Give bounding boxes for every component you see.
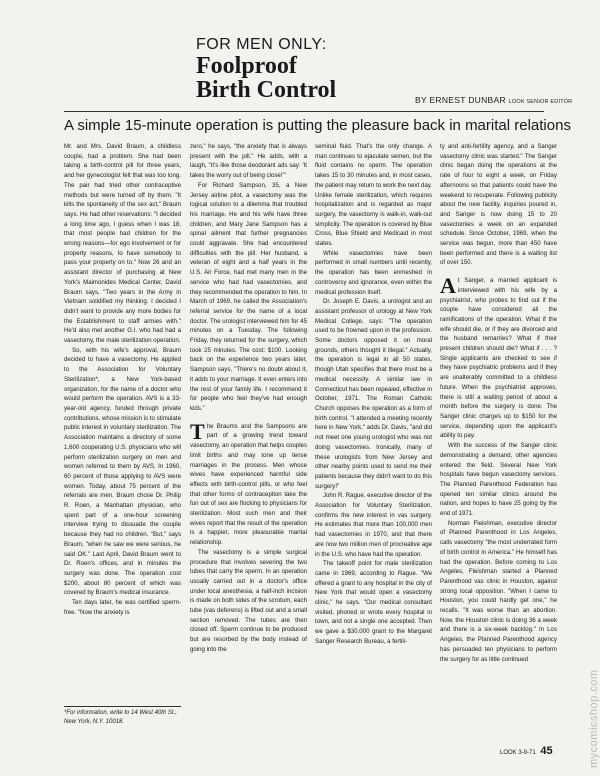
article-deck: A simple 15-minute operation is putting the pleasure back in marital relations	[64, 117, 571, 134]
paragraph-text: he Braums and the Sampsons are part of a growing trend toward vasectomy, an operation that helps couples limit births and may tone up tense marriages in the process. Men whose wives have experienced harmful side effects with birth-control pills, or who feel that other forms of contraception take the fun out of sex are flocking to physicians for sterilization. Most such men and their wives report that the result of the operation is a happier, more pleasurable marital relationship.	[190, 422, 307, 547]
paragraph: While vasectomies have been performed in small numbers until recently, the operation has been enmeshed in controversy and ignorance, even within the medical profession itself.	[315, 249, 432, 296]
paragraph-text: t Sanger, a married applicant is interviewed with his wife by a psychiatrist, who probes to find out if the couple have considered all the ramifications of the operation. What if the wife should die, or if they are divorced and the husband remarries? What if their present children should die? What if . . . ? Single applicants are checked to see if they have psychiatric problems and if they are unalterably committed to a childless future. When the psychiatrist approves, there is still a waiting period of about a month before the surgery is done. The Sanger clinic charges up to $150 for the service, depending upon the applicant's ability to pay.	[440, 277, 557, 440]
drop-cap: T	[190, 418, 205, 444]
watermark	[576, 640, 600, 770]
section-spacer	[440, 268, 557, 276]
byline-author: BY ERNEST DUNBAR	[415, 95, 506, 105]
page-number: 45	[540, 745, 553, 757]
text-column-4	[440, 142, 557, 664]
text-column-3	[315, 142, 432, 647]
paragraph: Norman Fleishman, executive director of Planned Parenthood in Los Angeles, calls vasectomy "the most underrated form of birth control in America." He himself has had the operation. Before coming to Los Angeles, Fleishman started a Planned Parenthood vas clinic in Houston, against strong local opposition. "When I came to Houston, you could hardly get one," he recalls. "It was worse than an abortion. Now, the Houston clinic is doing 36 a week and there is a six-week backlog." In Los Angeles, the Planned Parenthood agency has persuaded ten physicians to perform the surgery for as little continued	[440, 519, 557, 663]
title-line-1: Foolproof	[196, 53, 297, 79]
section-spacer	[190, 414, 307, 422]
paragraph: For Richard Sampson, 35, a New Jersey airline pilot, a vasectomy was the logical solution to a dilemma that troubled his marriage. He and his wife have three children, and Mary Jane Sampson has a spinal ailment that further pregnancies could aggravate. She had encountered difficulties with the pill. Her husband, a veteran of eight and a half years in the U.S. Air Force, had met many men in the service who had had vasectomies, and they recommended the operation to him. In March of 1969, he called the Association's referral service for the name of a local doctor. The urologist interviewed him for 45 minutes on a Tuesday. The following Friday, they returned for the surgery, which took 25 minutes. The cost: $100. Looking back on the experience two years later, Sampson says, "There's no doubt about it, it adds to your marriage. It even enters into the rest of your family life. I recommend it for people who feel they've had enough kids."	[190, 181, 307, 412]
footnote: *For information, write to 14 West 40th St., New York, N.Y. 10018.	[64, 710, 177, 725]
watermark-text: mycomicshop.com	[588, 669, 600, 768]
paragraph-with-dropcap	[190, 418, 307, 548]
article-title	[196, 54, 336, 102]
header-rule	[64, 111, 544, 112]
paragraph: With the success of the Sanger clinic demonstrating a demand, other agencies entered the field. Several New York hospitals have begun vasectomy services. The Planned Parenthood Federation has opened ten similar clinics around the nation, and hopes to have 25 going by the end of 1971.	[440, 442, 557, 518]
footnote-rule	[64, 706, 181, 707]
title-line-2: Birth Control	[196, 77, 337, 103]
paragraph: So, with his wife's approval, Braum decided to have a vasectomy. He applied to the Association for Voluntary Sterilization*, a New York-based organization, for the name of a doctor who would perform the operation. AVS is a 33-year-old agency, funded through private contributions, whose mission is to stimulate public interest in voluntary sterilization. The Association maintains a directory of some 1,600 cooperating U.S. physicians who will perform sterilization surgery on men and women referred to them by AVS. In 1960, 60 percent of those applying to AVS were women. Today, about 75 percent of the referrals are men. Braum chose Dr. Philip R. Roen, a Manhattan physician, who spent part of a one-hour screening interview trying to dissuade the couple because they had no children. "But," says Braum, "when he saw we were serious, he said OK." Last April, David Braum went to Dr. Roen's offices, and in minutes the surgery was done. The operation cost $200, about 80 percent of which was covered by Braum's medical insurance.	[64, 346, 181, 597]
byline-role: LOOK SENIOR EDITOR	[508, 99, 573, 105]
paragraph-with-dropcap	[440, 273, 557, 441]
paragraph: The takeoff point for male sterilization came in 1969, according to Rague. "We offered a grant to any hospital in the city of New York that would open a vasectomy clinic," he says. "Our medical consultant visited, phoned or wrote every hospital in town, and not a single one accepted. Then we gave a $30,000 grant to the Margaret Sanger Research Bureau, a fertili-	[315, 560, 432, 645]
paragraph: Dr. Joseph E. Davis, a urologist and an assistant professor of urology at New York Medical College, says: "The operation used to be frowned upon in the profession. Some doctors opposed it on moral grounds, others thought it illegal." Actually, the operation is legal in all 50 states, though Utah specifies that there must be a medical necessity. A similar law in Connecticut has been repealed, effective in October, 1971. The Roman Catholic Church opposes the operation as a form of birth control. "I attended a meeting recently here in New York," adds Dr. Davis, "and did not meet one young urologist who was not doing vasectomies. Ironically, many of these urologists from New Jersey and other nearby points used to send me their patients because they didn't want to do this surgery!"	[315, 298, 432, 490]
byline	[415, 95, 572, 105]
text-column-1	[64, 142, 181, 617]
paragraph: Mr. and Mrs. David Braum, a childless couple, had a problem. She had been taking a birth-control pill for three years, and her gynecologist felt that was too long. The pair had tried other contraceptive methods but were turned off by them. "It kills the spontaneity of the sex act," Braum says. He had other reservations: "I decided a long time ago, I guess when I was 18, that most people had children for the wrong reasons—for ego involvement or for property reasons, to have somebody to pass your property on to." Now 26 and an assistant director of purchasing at New York's Maimonides Medical Center, David Braum says, "Two years in the Army in Vietnam solidified my thinking. I decided I didn't want to provide any more bodies for the Establishment to staff armies with." He'd also met another G.I. who had had a vasectomy, the male sterilization operation.	[64, 143, 181, 345]
folio: LOOK 3-9-71	[500, 750, 536, 756]
paragraph: Ten days later, he was certified sperm-free. "Now the anxiety is	[64, 599, 181, 616]
paragraph: The vasectomy is a simple surgical procedure that involves severing the two tubes that carry the sperm. In an operation usually carried out in a doctor's office under local anesthesia, a half-inch incision is made on both sides of the scrotum, each tube (vas deferens) is lifted out and a small section removed. The tubes are then closed off. Sperm continue to be produced but are resorbed by the body instead of going into the	[190, 548, 307, 653]
paragraph: zero," he says, "the anxiety that is always present with the pill." He adds, with a laugh, "It's like those deodorant ads say: 'It takes the worry out of being close!'"	[190, 143, 307, 180]
text-column-2	[190, 142, 307, 655]
paragraph: seminal fluid. That's the only change. A man continues to ejaculate semen, but the fluid contains no sperm. The operation takes 15 to 30 minutes and, in most cases, the patient may return to work the next day. Unlike female sterilization, which requires hospitalization and is regarded as major surgery, the vasectomy is walk-in, walk-out simplicity. The operation is covered by Blue Cross, Blue Shield and Medicaid in most states.	[315, 143, 432, 248]
paragraph: John R. Rague, executive director of the Association for Voluntary Sterilization, confirms the new interest in vas surgery. He estimates that more than 100,000 men had vasectomies in 1970, and that there are now two million men of procreative age in the U.S. who have had the operation.	[315, 492, 432, 558]
article-kicker: FOR MEN ONLY:	[196, 36, 327, 53]
paragraph: ty and anti-fertility agency, and a Sanger vasectomy clinic was started." The Sanger clinic began doing the operations at the rate of four to eight a week, on Friday afternoons so that patients could have the weekend to recuperate. Following publicity about the new facility, inquiries poured in, and Sanger is now doing 15 to 20 vasectomies a week on an expanded schedule. Since October, 1969, when the service was begun, more than 450 have been performed and there is a waiting list of over 150.	[440, 143, 557, 267]
page-footer	[500, 745, 553, 757]
drop-cap: A	[440, 273, 456, 299]
